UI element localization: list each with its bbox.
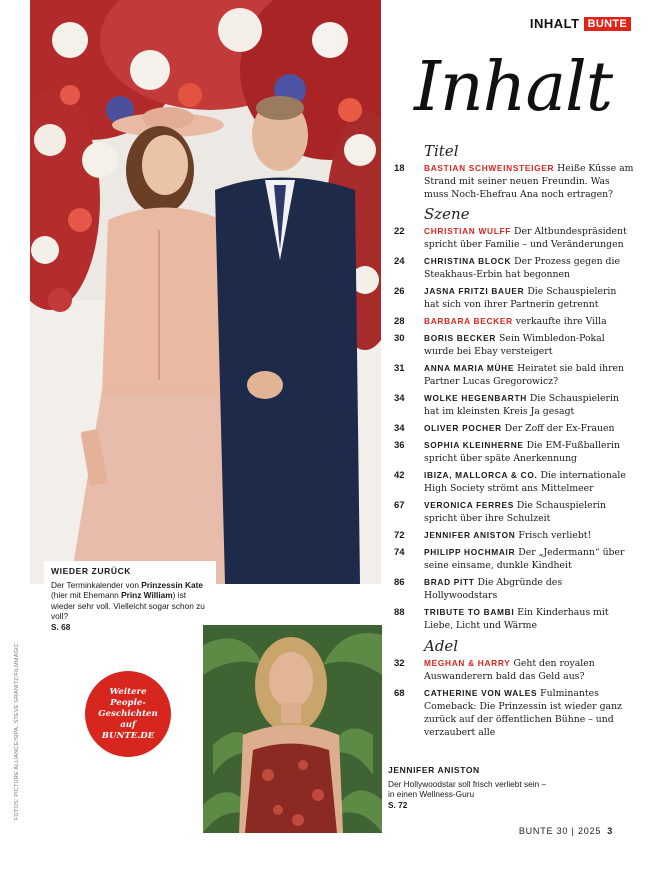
toc-entry-text <box>424 285 634 311</box>
toc-entry-name: IBIZA, MALLORCA & CO. <box>424 470 538 480</box>
toc-entry[interactable] <box>394 499 634 525</box>
toc-entry-text <box>424 255 634 281</box>
toc-entry-name: JASNA FRITZI BAUER <box>424 286 525 296</box>
toc-entry-text <box>424 225 634 251</box>
photo-royal-couple-illustration <box>30 0 381 584</box>
toc-page-number: 42 <box>394 470 405 481</box>
toc-entry-teaser: Frisch verliebt! <box>518 530 592 541</box>
toc-entry-text <box>424 439 634 465</box>
toc-entry-teaser: Fulminantes Comeback: Die Prinzessin ist wieder ganz zurück auf der öffentlichen Bühne – und verzaubert alle <box>424 688 622 738</box>
toc-entry-teaser: Die Abgründe des Hollywoodstars <box>424 577 563 601</box>
toc-entry[interactable] <box>394 546 634 572</box>
section-title-adel: Adel <box>424 637 459 655</box>
header-label: INHALT <box>529 16 580 31</box>
toc-entry-teaser: Die Schauspielerin spricht über ihre Schulzeit <box>424 500 606 524</box>
page-footer <box>519 826 613 836</box>
toc-entry[interactable] <box>394 332 634 358</box>
caption-royal-couple <box>44 561 216 636</box>
toc-entry-text <box>424 469 634 495</box>
photo-credit: FOTOS: PICTURE ALLIANCE/SIPA, STEVE GRANITZ/FILMMAGIC <box>14 643 20 820</box>
toc-entry-name: OLIVER POCHER <box>424 423 502 433</box>
toc-entry-text <box>424 687 634 739</box>
toc-entry-teaser: Die Schauspielerin hat sich von ihrer Partnerin getrennt <box>424 286 617 310</box>
toc-entry[interactable] <box>394 285 634 311</box>
caption-royal-bold-kate: Prinzessin Kate <box>141 579 204 590</box>
toc-entry-teaser: Die EM-Fußballerin spricht über späte Anerkennung <box>424 440 620 464</box>
caption-royal-text-part2: (hier mit Ehemann <box>51 590 122 600</box>
toc-entry-name: ANNA MARIA MÜHE <box>424 363 515 373</box>
toc-entry-text <box>424 499 634 525</box>
toc-entry-teaser: Ein Kinderhaus mit Liebe, Licht und Wärme <box>424 607 609 631</box>
toc-entry-name: SOPHIA KLEINHERNE <box>424 440 524 450</box>
toc-entry-teaser: verkaufte ihre Villa <box>515 316 607 327</box>
toc-entry[interactable] <box>394 422 634 435</box>
toc-entry[interactable] <box>394 576 634 602</box>
toc-entry-text <box>424 162 634 201</box>
toc-entry-name: CHRISTINA BLOCK <box>424 256 512 266</box>
page-title: Inhalt <box>414 48 613 127</box>
footer-page-number: 3 <box>607 826 613 836</box>
toc-entry-name: WOLKE HEGENBARTH <box>424 393 527 403</box>
toc-entry-teaser: Geht den royalen Auswanderern bald das Geld aus? <box>424 658 595 682</box>
caption-aniston-text: Der Hollywoodstar soll frisch verliebt sein – in einen Wellness-Guru <box>388 778 547 799</box>
toc-page-number: 74 <box>394 547 405 558</box>
toc-page-number: 22 <box>394 226 405 237</box>
toc-entry[interactable] <box>394 315 634 328</box>
toc-page-number: 36 <box>394 440 405 451</box>
caption-royal-text <box>51 580 210 622</box>
caption-royal-heading: WIEDER ZURÜCK <box>51 566 132 576</box>
toc-entry[interactable] <box>394 657 634 683</box>
toc-entry-name: MEGHAN & HARRY <box>424 658 511 668</box>
toc-entry-name: BRAD PITT <box>424 577 475 587</box>
footer-issue: BUNTE 30 | 2025 <box>518 826 602 836</box>
promo-bunte-de-badge[interactable] <box>85 671 171 757</box>
toc-page-number: 34 <box>394 393 405 404</box>
toc-entry-name: CHRISTIAN WULFF <box>424 226 512 236</box>
toc-page-number: 28 <box>394 316 405 327</box>
caption-royal-text-part3: ) ist wieder sehr voll. Vielleicht sogar schon zu voll? <box>51 590 205 621</box>
toc-page-number: 26 <box>394 286 405 297</box>
toc-entry[interactable] <box>394 606 634 632</box>
caption-royal-bold-william: Prinz William <box>121 590 173 600</box>
toc-entry-text <box>424 576 634 602</box>
toc-page-number: 68 <box>394 688 405 699</box>
toc-entry-name: BORIS BECKER <box>424 333 497 343</box>
toc-page-number: 31 <box>394 363 405 374</box>
toc-page-number: 32 <box>394 658 405 669</box>
page-header <box>530 16 631 31</box>
toc-entry-name: VERONICA FERRES <box>424 500 514 510</box>
toc-entry-teaser: Die internationale High Society strömt ans Mittelmeer <box>424 470 626 494</box>
toc-entry-name: JENNIFER ANISTON <box>424 530 516 540</box>
bunte-logo: BUNTE <box>584 17 631 31</box>
toc-page-number: 88 <box>394 607 405 618</box>
toc-entry-teaser: Heiratet sie bald ihren Partner Lucas Gregorowicz? <box>424 363 625 387</box>
toc-entry-text <box>424 362 634 388</box>
toc-page-number: 72 <box>394 530 405 541</box>
toc-entry-teaser: Der Zoff der Ex-Frauen <box>504 423 615 434</box>
toc-entry[interactable] <box>394 362 634 388</box>
toc-page-number: 18 <box>394 163 405 174</box>
toc-entry-name: BASTIAN SCHWEINSTEIGER <box>424 163 555 173</box>
toc-entry[interactable] <box>394 439 634 465</box>
toc-page-number: 30 <box>394 333 405 344</box>
toc-entry[interactable] <box>394 392 634 418</box>
section-title-szene: Szene <box>424 205 470 223</box>
toc-entry-text <box>424 332 634 358</box>
promo-text: Weitere People-Geschichten auf BUNTE.DE <box>98 686 158 741</box>
toc-entry-text <box>424 606 634 632</box>
toc-entry[interactable] <box>394 469 634 495</box>
toc-entry-text <box>424 657 634 683</box>
toc-entry[interactable] <box>394 225 634 251</box>
toc-entry[interactable] <box>394 687 634 739</box>
photo-royal-couple <box>30 0 381 584</box>
toc-entry-teaser: Der Prozess gegen die Steakhaus-Erbin hat begonnen <box>424 256 620 280</box>
section-title-titel: Titel <box>424 142 459 160</box>
toc-page-number: 67 <box>394 500 405 511</box>
toc-entry-teaser: Der Altbundespräsident spricht über Familie – und Veränderungen <box>424 226 627 250</box>
toc-page-number: 86 <box>394 577 405 588</box>
toc-entry[interactable] <box>394 162 634 201</box>
toc-entry-text <box>424 529 634 542</box>
toc-page-number: 34 <box>394 423 405 434</box>
caption-royal-page[interactable]: S. 68 <box>51 621 71 632</box>
toc-page-number: 24 <box>394 256 405 267</box>
photo-jennifer-aniston-illustration <box>203 625 382 833</box>
toc-entry[interactable] <box>394 529 634 542</box>
toc-entry-name: PHILIPP HOCHMAIR <box>424 547 516 557</box>
toc-entry-teaser: Der „Jedermann“ über seine einsame, dunkle Kindheit <box>424 547 625 571</box>
toc-entry-teaser: Die Schauspielerin hat im kleinsten Kreis Ja gesagt <box>424 393 619 417</box>
toc-entry-teaser: Sein Wimbledon-Pokal wurde bei Ebay versteigert <box>424 333 605 357</box>
toc-entry-name: BARBARA BECKER <box>424 316 513 326</box>
toc-entry-name: TRIBUTE TO BAMBI <box>424 607 515 617</box>
toc-entry-text <box>424 546 634 572</box>
caption-aniston-heading: JENNIFER ANISTON <box>388 765 480 775</box>
toc-entry-name: CATHERINE VON WALES <box>424 688 538 698</box>
toc-entry-text <box>424 422 634 435</box>
photo-jennifer-aniston <box>203 625 382 833</box>
toc-entry-teaser: Heiße Küsse am Strand mit seiner neuen Freundin. Was muss Noch-Ehefrau Ana noch ertragen? <box>424 163 634 200</box>
toc-entry-text <box>424 392 634 418</box>
toc-entry[interactable] <box>394 255 634 281</box>
table-of-contents <box>394 142 634 743</box>
toc-entry-text <box>424 315 634 328</box>
caption-aniston-page[interactable]: S. 72 <box>388 799 408 810</box>
caption-jennifer-aniston <box>388 765 548 810</box>
caption-royal-text-part1: Der Terminkalender von <box>51 579 142 590</box>
